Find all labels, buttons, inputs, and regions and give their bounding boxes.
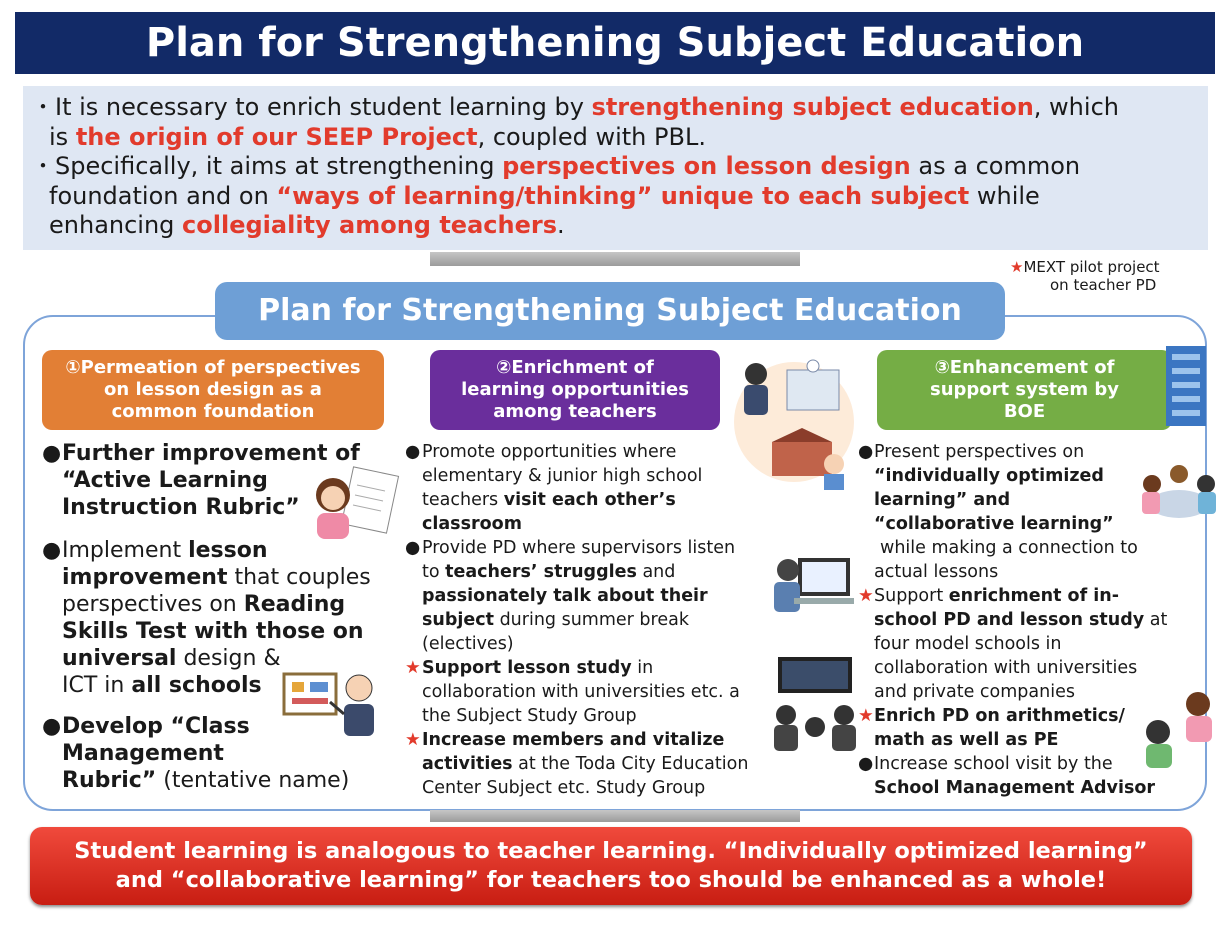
text: school PD and lesson study	[874, 610, 1145, 630]
text: ICT in	[62, 673, 132, 698]
teachers-meeting-illustration	[770, 655, 860, 755]
text: foundation and on	[49, 181, 277, 210]
bullet-icon: ●	[42, 441, 62, 466]
list-item	[405, 536, 785, 656]
heading-line: support system by	[929, 379, 1120, 400]
star-icon: ★	[858, 586, 874, 606]
text: improvement	[62, 565, 228, 590]
teacher-student-illustration	[1140, 690, 1220, 770]
intro-paragraph-2	[31, 152, 1198, 182]
intro-paragraph-2-end	[31, 211, 1198, 241]
star-icon: ★	[405, 730, 421, 750]
text: at	[1144, 610, 1168, 630]
intro-paragraph-2-cont	[31, 182, 1198, 212]
heading-line: learning opportunities	[461, 379, 689, 400]
text: activities	[422, 754, 513, 774]
list-item	[405, 440, 785, 536]
heading-line: ③Enhancement of	[934, 357, 1115, 378]
text: is	[49, 122, 76, 151]
text: and private companies	[874, 682, 1075, 702]
bullet-icon: ●	[42, 714, 62, 739]
bullet-icon: ●	[405, 442, 421, 462]
list-item	[858, 584, 1208, 704]
text: perspectives on	[62, 592, 244, 617]
text: subject	[422, 610, 495, 630]
down-arrow-top	[430, 252, 800, 266]
text: to	[422, 562, 446, 582]
down-arrow-bottom	[430, 810, 800, 822]
text: It is necessary to enrich student learning by	[55, 93, 592, 121]
text: Provide PD where supervisors listen	[422, 538, 736, 558]
text: .	[557, 211, 565, 239]
heading-line: ②Enrichment of	[496, 357, 654, 378]
text: while making a connection to	[880, 538, 1138, 558]
column-2-list	[405, 440, 785, 800]
column-heading-1	[42, 350, 384, 430]
heading-line: BOE	[1003, 401, 1046, 422]
text: Present perspectives on	[874, 442, 1085, 462]
text: enhancing	[49, 211, 183, 239]
text: collaboration with universities etc. a	[422, 682, 740, 702]
intro-paragraph-1	[31, 93, 1198, 123]
text: Rubric”	[62, 768, 157, 793]
text: MEXT pilot project	[1023, 258, 1160, 276]
text: passionately talk about their	[422, 586, 708, 606]
text: Center Subject etc. Study Group	[422, 778, 706, 798]
text: (tentative name)	[156, 768, 350, 793]
text: at the Toda City Education	[512, 754, 749, 774]
text: Increase school visit by the	[874, 754, 1113, 774]
text: that couples	[227, 565, 371, 590]
text: elementary & junior high school	[422, 466, 703, 486]
text: actual lessons	[874, 562, 999, 582]
text: math as well as PE	[874, 730, 1059, 750]
text: universal	[62, 646, 177, 671]
bullet-icon: ●	[858, 754, 874, 774]
text: Implement	[62, 538, 189, 563]
star-icon: ★	[405, 658, 421, 678]
text: design &	[176, 646, 281, 671]
list-item	[405, 656, 785, 728]
bullet-icon: ●	[405, 538, 421, 558]
highlight-text: perspectives on lesson design	[502, 152, 911, 180]
text: while	[969, 181, 1040, 210]
text: Specifically, it aims at strengthening	[55, 152, 503, 180]
text: , coupled with PBL.	[477, 122, 706, 151]
text: all schools	[131, 673, 262, 698]
mext-note-line2: on teacher PD	[1050, 276, 1157, 294]
bullet-icon: ●	[858, 442, 874, 462]
teacher-presenting-illustration	[282, 668, 382, 738]
text: teachers	[422, 490, 504, 510]
heading-line: ①Permeation of perspectives	[65, 357, 361, 378]
group-discussion-illustration	[1138, 462, 1220, 532]
mext-note-line1	[1010, 258, 1160, 276]
text: collaboration with universities	[874, 658, 1138, 678]
text: Skills Test with those on	[62, 619, 364, 644]
text: four model schools in	[874, 634, 1062, 654]
column-heading-2	[430, 350, 720, 430]
plan-banner: Plan for Strengthening Subject Education	[215, 282, 1005, 340]
highlight-text: the origin of our SEEP Project	[75, 122, 478, 151]
bullet: ・	[31, 93, 55, 121]
text: classroom	[422, 514, 522, 534]
teacher-with-rubric-illustration	[305, 465, 400, 540]
list-item	[405, 728, 785, 800]
text: Support	[874, 586, 949, 606]
text: Develop “Class Management	[62, 714, 250, 766]
teacher-computer-illustration	[770, 552, 855, 622]
text: teachers’ struggles	[445, 562, 637, 582]
heading-line: on lesson design as a	[104, 379, 322, 400]
school-building-illustration	[732, 352, 857, 492]
conclusion-line-2: and “collaborative learning” for teachers too should be enhanced as a whole!	[115, 867, 1107, 893]
bullet: ・	[31, 152, 55, 180]
intro-box	[23, 86, 1208, 250]
text: Promote opportunities where	[422, 442, 677, 462]
highlight-text: strengthening subject education	[591, 93, 1034, 121]
text: Increase members and vitalize	[422, 730, 725, 750]
column-heading-3	[877, 350, 1172, 430]
conclusion-banner	[30, 827, 1192, 905]
highlight-text: “ways of learning/thinking” unique to each subject	[276, 181, 970, 210]
text: School Management Advisor	[874, 778, 1156, 798]
text: visit each other’s	[503, 490, 676, 510]
text: Support lesson study	[422, 658, 632, 678]
text: in	[631, 658, 654, 678]
text: lesson	[188, 538, 268, 563]
heading-line: common foundation	[111, 401, 315, 422]
text: during summer break	[494, 610, 689, 630]
highlight-text: collegiality among teachers	[182, 211, 557, 239]
intro-paragraph-1-cont	[31, 123, 1198, 153]
text: Enrich PD on arithmetics/	[874, 706, 1125, 726]
heading-line: among teachers	[493, 401, 657, 422]
text: and	[636, 562, 676, 582]
text: learning” and	[874, 490, 1011, 510]
text: Further improvement of	[62, 441, 360, 466]
conclusion-line-1: Student learning is analogous to teacher learning. “Individually optimized learning”	[74, 838, 1148, 864]
text: enrichment of in-	[948, 586, 1120, 606]
office-building-illustration	[1160, 340, 1212, 430]
page-title: Plan for Strengthening Subject Education	[15, 12, 1215, 74]
text: “Active Learning	[62, 468, 268, 493]
text: Instruction Rubric”	[62, 495, 300, 520]
bullet-icon: ●	[42, 538, 62, 563]
mext-note	[1010, 258, 1160, 294]
star-icon: ★	[1010, 258, 1024, 276]
text: “collaborative learning”	[874, 514, 1114, 534]
text: as a common	[910, 152, 1081, 180]
text: the Subject Study Group	[422, 706, 637, 726]
text: (electives)	[422, 634, 514, 654]
text: Reading	[243, 592, 346, 617]
text: , which	[1033, 93, 1119, 121]
text: “individually optimized	[874, 466, 1104, 486]
star-icon: ★	[858, 706, 874, 726]
